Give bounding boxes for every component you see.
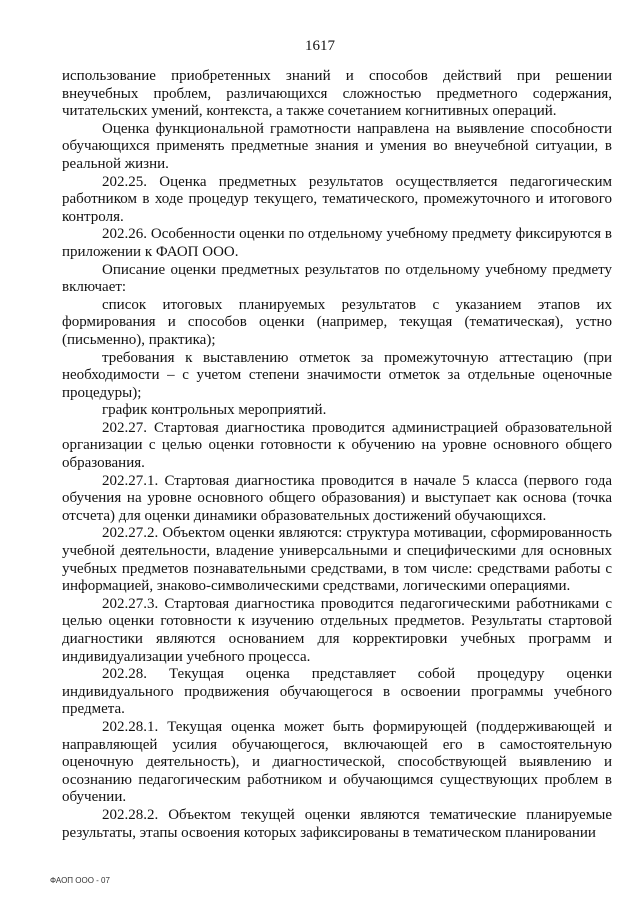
list-item: список итоговых планируемых результатов с указанием этапов их формирования и способов оценки (например, текущая (тематическая), устно (письменно), практика);: [62, 296, 612, 348]
paragraph: использование приобретенных знаний и способов действий при решении внеучебных проблем, различающихся сложностью предметного содержания, читательских умений, контекста, а также сочетанием когнитивных операций.: [62, 68, 612, 120]
paragraph: 202.27. Стартовая диагностика проводится администрацией образовательной организации с целью оценки готовности к обучению на уровне основного общего образования.: [62, 419, 612, 472]
list-item: график контрольных мероприятий.: [102, 402, 327, 419]
body-text: [62, 68, 612, 842]
paragraph: 202.27.1. Стартовая диагностика проводится в начале 5 класса (первого года обучения на уровне основного общего образования) и выступает как основа (точка отсчета) для оценки динамики образовательных достижений обучающихся.: [62, 472, 612, 524]
paragraph: Описание оценки предметных результатов по отдельному учебному предмету включает:: [62, 261, 612, 296]
paragraph: 202.27.2. Объектом оценки являются: структура мотивации, сформированность учебной деятельности, владение универсальными и специфическими для основных учебных предметов познавательными средствами, в том числе: средствами работы с информацией, знаково-символическими средствами, логическими операциями.: [62, 525, 612, 595]
paragraph: 202.25. Оценка предметных результатов осуществляется педагогическим работником в ходе процедур текущего, тематического, промежуточного и итогового контроля.: [62, 173, 612, 225]
paragraph: 202.28.2. Объектом текущей оценки являются тематические планируемые результаты, этапы освоения которых зафиксированы в тематическом планировании: [62, 806, 612, 841]
paragraph: 202.27.3. Стартовая диагностика проводится педагогическими работниками с целью оценки готовности к изучению отдельных предметов. Результаты стартовой диагностики являются основанием для корректировки учебных программ и индивидуализации учебного процесса.: [62, 595, 612, 665]
paragraph: Оценка функциональной грамотности направлена на выявление способности обучающихся применять предметные знания и умения во внеучебной ситуации, в реальной жизни.: [62, 120, 612, 172]
list-item: требования к выставлению отметок за промежуточную аттестацию (при необходимости – с учетом степени значимости отметок за отдельные оценочные процедуры);: [62, 349, 612, 401]
page-number: 1617: [305, 38, 335, 54]
paragraph: 202.28. Текущая оценка представляет собой процедуру оценки индивидуального продвижения обучающегося в освоении программы учебного предмета.: [62, 666, 612, 718]
paragraph: 202.28.1. Текущая оценка может быть формирующей (поддерживающей и направляющей усилия обучающегося, включающей его в самостоятельную оценочную деятельность), и диагностической, способствующей выявлению и осознанию педагогическим работником и обучающимся существующих проблем в обучении.: [62, 718, 612, 806]
footer-document-code: ФАОП ООО - 07: [50, 876, 110, 885]
paragraph: 202.26. Особенности оценки по отдельному учебному предмету фиксируются в приложении к ФАОП ООО.: [62, 226, 612, 260]
